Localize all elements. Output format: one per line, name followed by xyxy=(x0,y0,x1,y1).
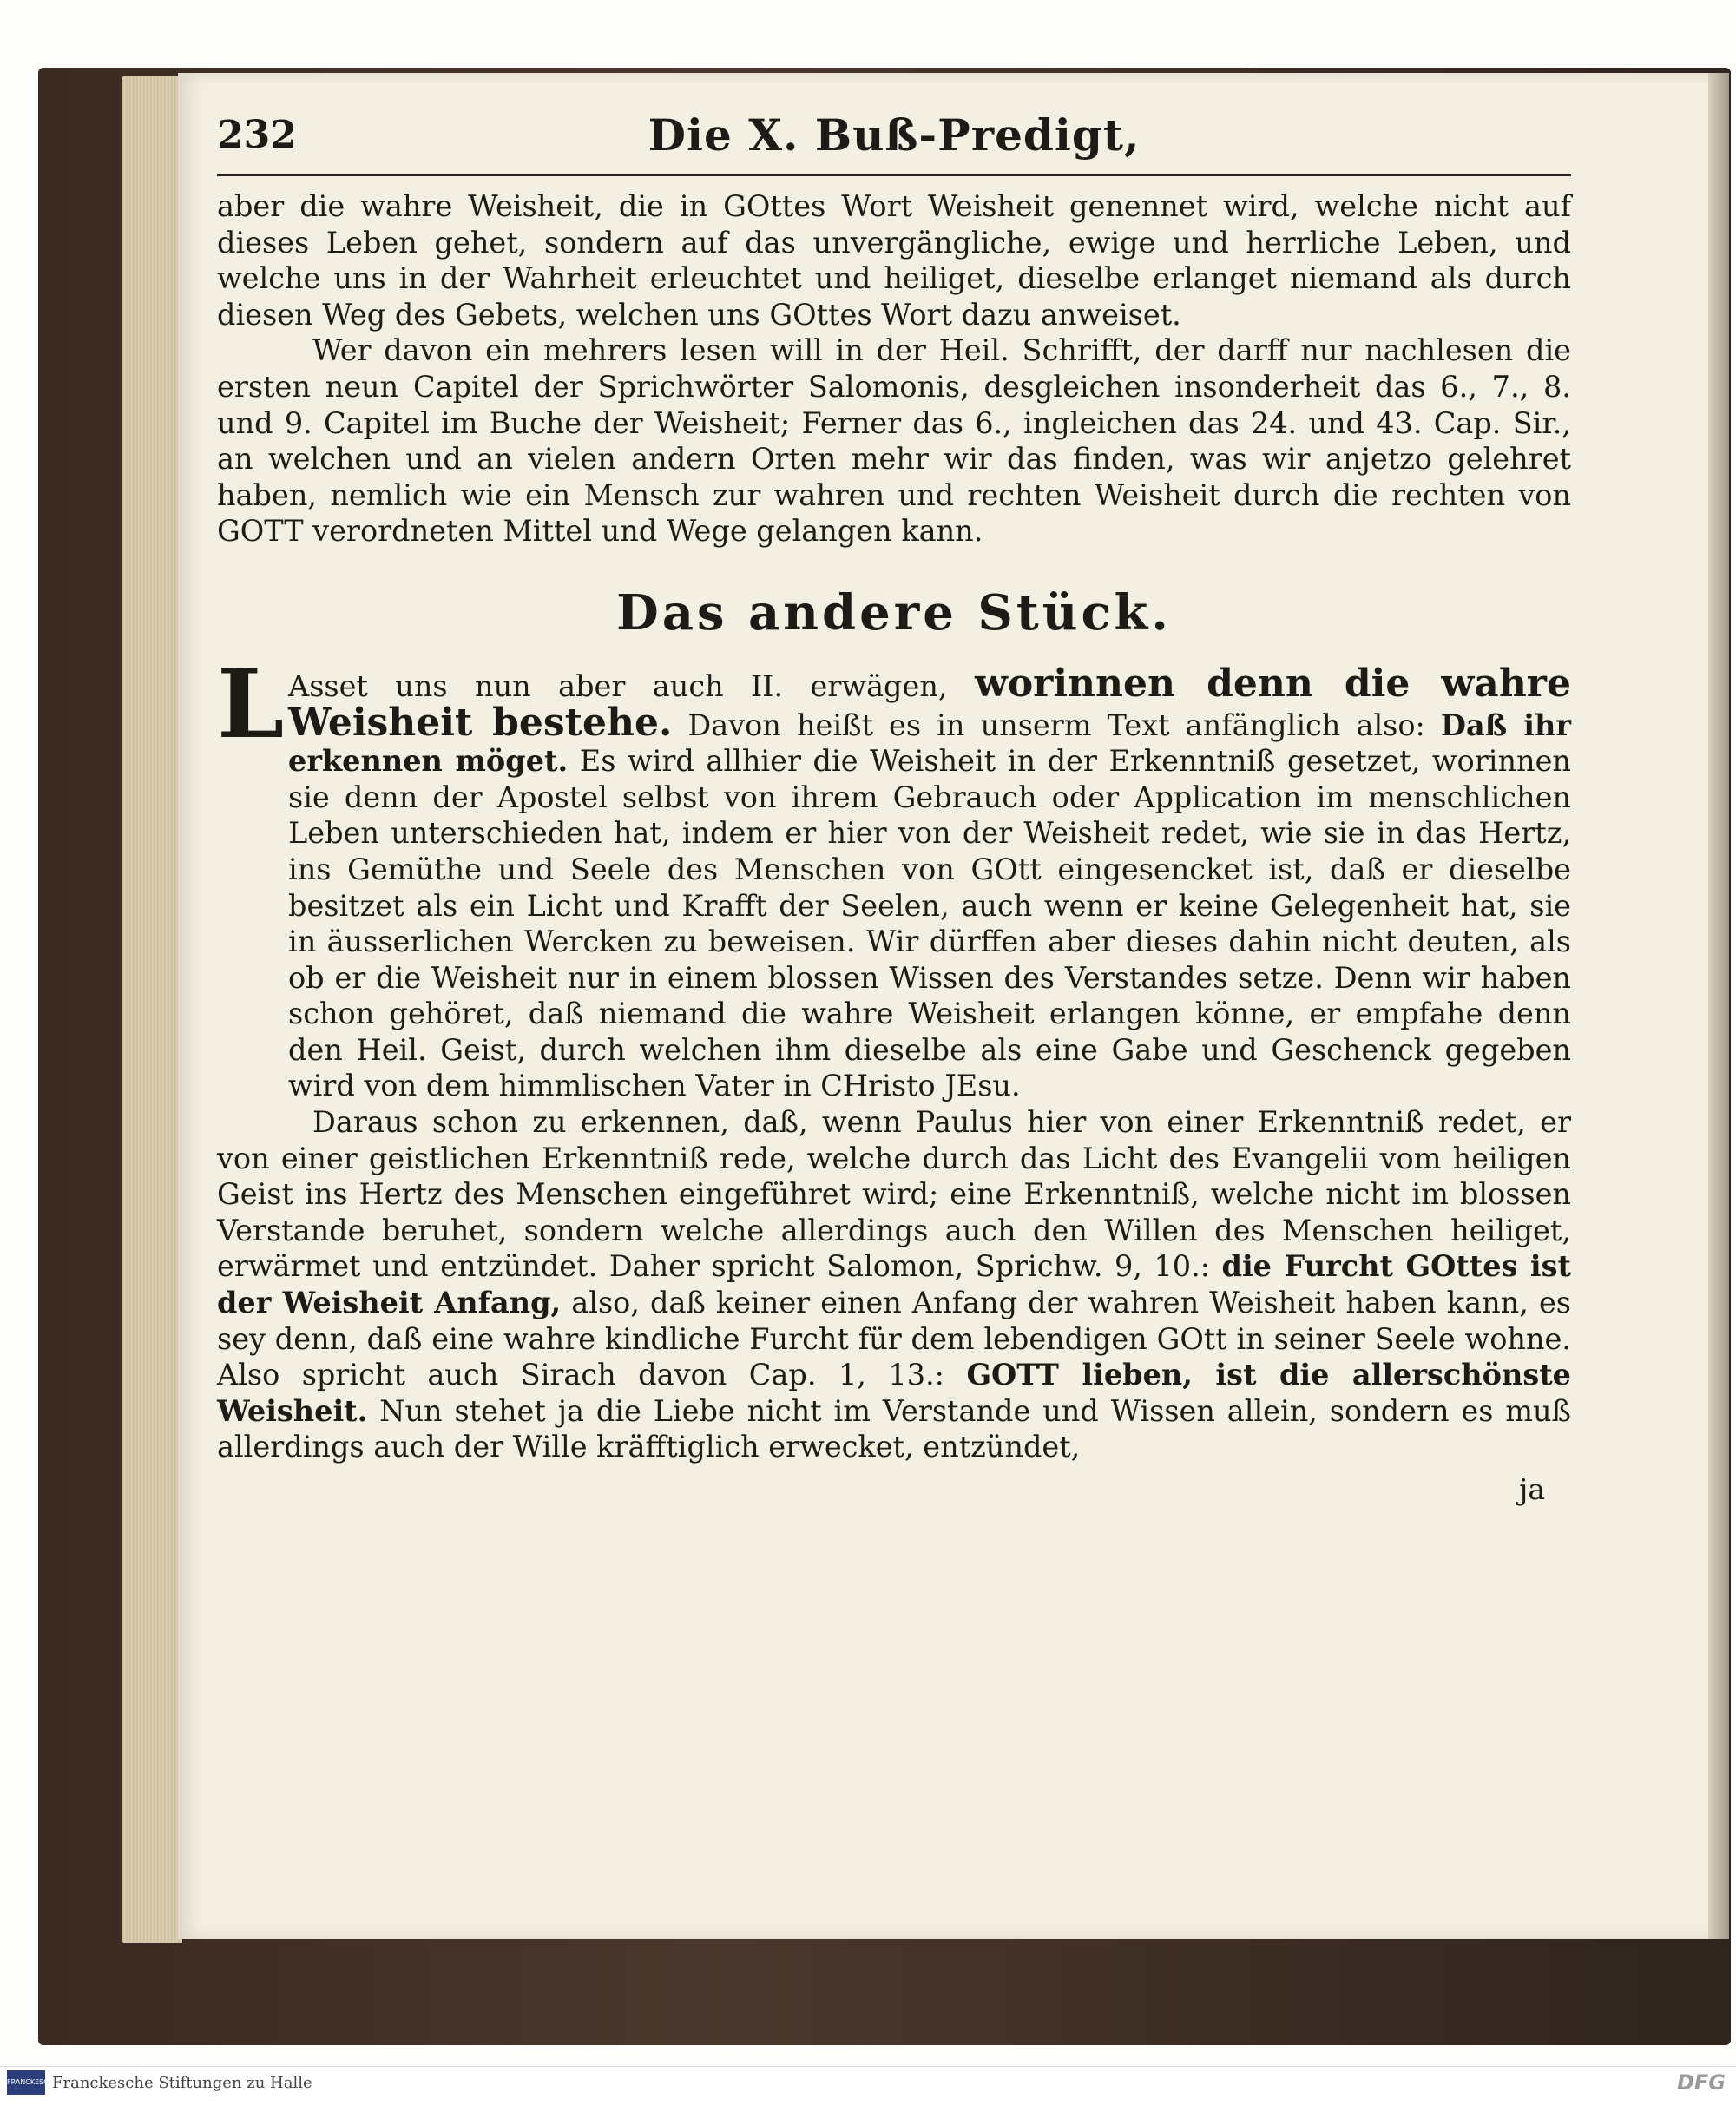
paragraph-4-mid: also, daß keiner einen Anfang der wahren Weisheit haben kann, es sey denn, daß eine wahre kindliche Furcht für dem lebendigen GOtt in seiner Seele wohne. Also spricht auch Sirach davon Cap. 1, 13.: xyxy=(217,1286,1571,1392)
page-gutter-right xyxy=(1708,73,1729,1939)
paragraph-3-rest: Es wird allhier die Weisheit in der Erkenntniß gesetzet, worinnen sie denn der Apostel selbst von ihrem Gebrauch oder Application im menschlichen Leben unterschieden hat, indem er hier von der Weisheit redet, wie sie in das Hertz, ins Gemüthe und Seele des Menschen von GOtt eingesencket ist, daß er dieselbe besitzet als ein Licht und Krafft der Seelen, auch wenn er keine Gelegenheit hat, sie in äusserlichen Wercken zu beweisen. Wir dürffen aber dieses dahin nicht deuten, als ob er die Weisheit nur in einem blossen Wissen des Verstandes setze. Denn wir haben schon gehöret, daß niemand die wahre Weisheit erlangen könne, er empfahe denn den Heil. Geist, durch welchen ihm dieselbe als eine Gabe und Geschenck gegeben wird von dem himmlischen Vater in CHristo JEsu. xyxy=(288,744,1572,1103)
viewer-footer xyxy=(0,2066,1736,2110)
page-text xyxy=(217,109,1572,1506)
paragraph-3-emphasis: Daß ihr erkennen möget. xyxy=(288,707,1571,779)
paragraph-4 xyxy=(217,1104,1571,1465)
paragraph-3-mid: Davon heißt es in unserm Text anfänglich also: xyxy=(672,707,1441,742)
catchword: ja xyxy=(1519,1472,1545,1506)
institution-logo[interactable]: FRANCKESCHE STIFTUNGEN xyxy=(7,2070,45,2095)
paragraph-4-emphasis-2: GOTT lieben, ist die allerschönste Weisheit. xyxy=(217,1358,1571,1428)
paragraph-4-rest: Nun stehet ja die Liebe nicht im Verstande und Wissen allein, sondern es muß allerdings auch der Wille kräfftiglich erwecket, entzündet, xyxy=(217,1393,1571,1464)
paragraph-2: Wer davon ein mehrers lesen will in der Heil. Schrifft, der darff nur nachlesen die ersten neun Capitel der Sprichwörter Salomonis, desgleichen insonderheit das 6., 7., 8. und 9. Capitel im Buche der Weisheit; Ferner das 6., ingleichen das 24. und 43. Cap. Sir., an welchen und an vielen andern Orten mehr wir das finden, was wir anjetzo gelehret haben, nemlich wie ein Mensch zur wahren und rechten Weisheit durch die rechten von GOTT verordneten Mittel und Wege gelangen kann. xyxy=(217,333,1571,549)
page-number: 232 xyxy=(217,113,297,157)
paragraph-3-lead: Asset uns nun aber auch II. erwägen, xyxy=(288,668,975,703)
section-heading: Das andere Stück. xyxy=(616,583,1172,642)
running-title: Die X. Buß-Predigt, xyxy=(648,109,1141,161)
paragraph-4-emphasis-1: die Furcht GOttes ist der Weisheit Anfang, xyxy=(217,1249,1571,1320)
paragraph-3-emphasis-large: worinnen denn die wahre Weisheit bestehe. xyxy=(288,661,1571,745)
page-edges xyxy=(122,76,182,1943)
paragraph-3 xyxy=(217,647,1572,1104)
institution-name[interactable]: Franckesche Stiftungen zu Halle xyxy=(52,2074,312,2092)
dfg-logo[interactable]: DFG xyxy=(1676,2070,1726,2095)
running-head xyxy=(217,109,1571,176)
paragraph-4-lead: Daraus schon zu erkennen, daß, wenn Paulus hier von einer Erkenntniß redet, er von einer geistlichen Erkenntniß rede, welche durch das Licht des Evangelii vom heiligen Geist ins Hertz des Menschen eingeführet wird; eine Erkenntniß, welche nicht im blossen Verstande beruhet, sondern welche allerdings auch den Willen des Menschen heiliget, erwärmet und entzündet. Daher spricht Salomon, Sprichw. 9, 10.: xyxy=(217,1105,1571,1284)
drop-cap: L xyxy=(217,647,285,760)
paragraph-1: aber die wahre Weisheit, die in GOttes Wort Weisheit genennet wird, welche nicht auf dieses Leben gehet, sondern auf das unvergängliche, ewige und herrliche Leben, und welche uns in der Wahrheit erleuchtet und heiliget, dieselbe erlanget niemand als durch diesen Weg des Gebets, welchen uns GOttes Wort dazu anweiset. xyxy=(217,189,1571,332)
